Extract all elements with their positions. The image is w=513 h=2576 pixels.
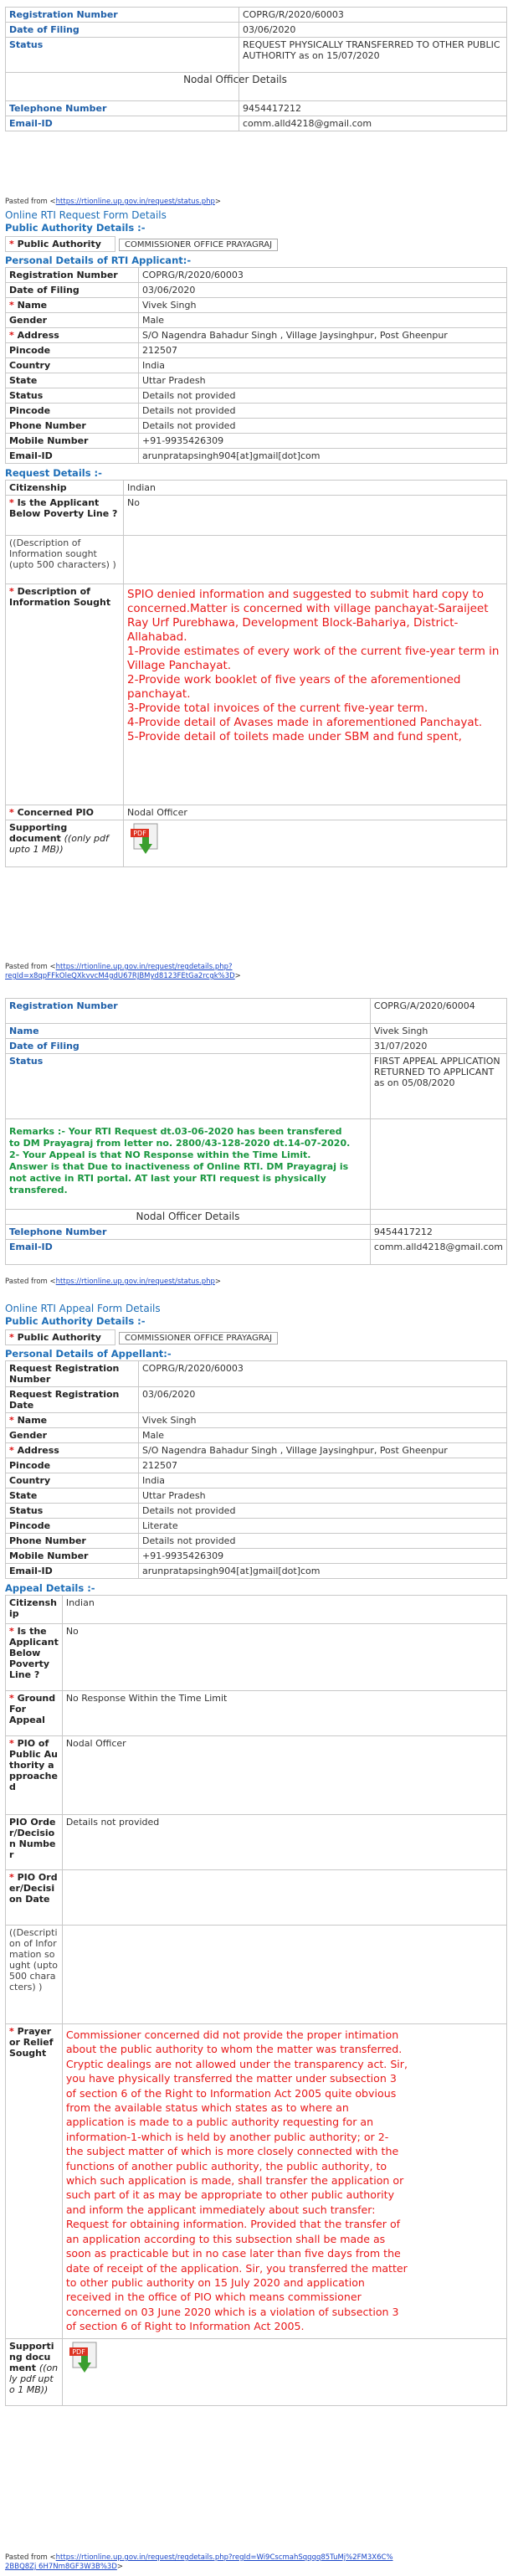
bpl-value: No (62, 1624, 506, 1691)
personal-row (6, 388, 507, 404)
source-link[interactable]: https://rtionline.up.gov.in/request/status.php (55, 1278, 215, 1286)
nodal-officer-heading: Nodal Officer Details (6, 1210, 371, 1225)
source-link-cont[interactable]: regId=x8qpFFkOleQXkvvcM4gdU67RJBMyd8123FEtGa2rcgk%3D (5, 972, 235, 980)
ground-value: No Response Within the Time Limit (62, 1691, 506, 1736)
required-marker: * (9, 330, 18, 341)
order-number-label: PIO Order/Decision Number (6, 1815, 63, 1870)
personal-row (6, 1458, 507, 1473)
field-value: Details not provided (139, 1504, 507, 1519)
field-label: State (9, 1490, 38, 1501)
field-label: Country (9, 1475, 51, 1486)
field-value: India (139, 358, 507, 373)
nodal-officer-heading: Nodal Officer Details (183, 74, 287, 85)
email-label: Email-ID (6, 1240, 371, 1265)
field-value: S/O Nagendra Bahadur Singh , Village Jaysinghpur, Post Gheenpur (139, 328, 507, 343)
order-number-value: Details not provided (62, 1815, 506, 1870)
field-value: Details not provided (139, 1534, 507, 1549)
request-details-heading: Request Details :- (5, 467, 102, 479)
svg-text:PDF: PDF (133, 830, 146, 837)
description-note: ((Description of Information sought (upto 500 characters) ) (6, 536, 124, 584)
field-label: Phone Number (9, 420, 86, 431)
public-authority-heading: Public Authority Details :- (5, 1315, 146, 1327)
citizenship-value: Indian (124, 481, 507, 496)
personal-row (6, 449, 507, 464)
telephone-label: Telephone Number (6, 1225, 371, 1240)
source-link[interactable]: https://rtionline.up.gov.in/request/status.php (55, 198, 215, 206)
pdf-download-icon[interactable] (66, 2341, 103, 2381)
bpl-label: Is the Applicant Below Poverty Line ? (9, 497, 118, 519)
personal-row (6, 1504, 507, 1519)
field-label: State (9, 375, 38, 386)
request-status-table (5, 7, 507, 131)
pasted-from-note: Pasted from <https://rtionline.up.gov.in/request/regdetails.php?regId=Wi9CscmahSqqqq85TuMj%2FM3X6C% 2BBQ8Zj 6H7Nm8GF3W3B%3D> (5, 2553, 393, 2571)
field-label: Request Registration Date (9, 1389, 120, 1411)
field-value: India (139, 1473, 507, 1489)
field-value: Uttar Pradesh (139, 373, 507, 388)
concerned-pio-label: Concerned PIO (17, 807, 94, 818)
field-label: Status (9, 390, 44, 401)
rti-request-form (5, 209, 507, 867)
field-label: Name (17, 300, 48, 311)
bpl-value: No (124, 496, 507, 536)
field-value: 212507 (139, 1458, 507, 1473)
field-value: arunpratapsingh904[at]gmail[dot]com (139, 1564, 507, 1579)
personal-row (6, 1564, 507, 1579)
personal-details-heading: Personal Details of RTI Applicant:- (5, 255, 192, 266)
telephone-value: 9454417212 (239, 101, 507, 116)
concerned-pio-value: Nodal Officer (124, 805, 507, 820)
personal-row (6, 1361, 507, 1387)
source-link[interactable]: https://rtionline.up.gov.in/request/regdetails.php? (55, 963, 233, 971)
order-date-value (62, 1870, 506, 1926)
svg-text:PDF: PDF (72, 2348, 85, 2356)
personal-row (6, 298, 507, 313)
field-label: Address (17, 1445, 59, 1456)
remarks-text: Remarks :- Your RTI Request dt.03-06-2020 has been transfered to DM Prayagraj from letter no. 2800/43-128-2020 dt.14-07-2020. 2- Your Appeal is that NO Response within the Time Limit. Answer is that Due to inactiveness of Online RTI. DM Prayagraj is not active in RTI portal. AT last your RTI request is physically transfered. (6, 1119, 371, 1210)
personal-details-table (5, 267, 507, 464)
field-label: Request Registration Number (9, 1363, 120, 1385)
personal-row (6, 404, 507, 419)
public-authority-heading: Public Authority Details :- (5, 222, 146, 234)
description-note: ((Description of Information sought (upto 500 characters) ) (6, 1926, 63, 2024)
prayer-label: Prayer or Relief Sought (9, 2026, 54, 2059)
field-value: Literate (139, 1519, 507, 1534)
bpl-label: Is the Applicant Below Poverty Line ? (9, 1626, 59, 1680)
supporting-document-label: Supporting document (9, 2341, 54, 2373)
field-value: COPRG/R/2020/60003 (139, 268, 507, 283)
date-of-filing-value: 03/06/2020 (239, 23, 507, 38)
email-value: comm.alld4218@gmail.com (239, 116, 507, 131)
appeal-status-value: FIRST APPEAL APPLICATION RETURNED TO APPLICANT as on 05/08/2020 (370, 1054, 506, 1119)
rti-appeal-form (5, 1303, 507, 2406)
field-value: S/O Nagendra Bahadur Singh , Village Jaysinghpur, Post Gheenpur (139, 1443, 507, 1458)
field-value: 03/06/2020 (139, 283, 507, 298)
personal-row (6, 1428, 507, 1443)
field-value: Details not provided (139, 388, 507, 404)
personal-row (6, 1387, 507, 1413)
row-label: Status (6, 1054, 371, 1119)
appeal-details-heading: Appeal Details :- (5, 1582, 95, 1594)
row-label: Date of Filing (6, 23, 239, 38)
field-label: Pincode (9, 1520, 51, 1531)
field-label: Pincode (9, 345, 51, 356)
personal-row (6, 373, 507, 388)
appeal-status-table (5, 998, 507, 1265)
field-value: Details not provided (139, 404, 507, 419)
source-link[interactable]: https://rtionline.up.gov.in/request/regdetails.php?regId=Wi9CscmahSqqqq85TuMj%2FM3X6C% (55, 2553, 393, 2562)
request-details-table: Citizenship Indian * Is the Applicant Below Poverty Line ? No ((Description of Information sought (upto 500 characters) ) * Description of Information Sought SPIO denied information and suggested to submit hard copy to concerned.Matter is concerned with village panchayat-Saraijeet Ray Urf Purebhawa, Development Block-Bahariya, District-Allahabad. 1-Provide estimates of every work of the current five-year term in Village Panchayat. 2-Provide work booklet of five years of the aforementioned panchayat. 3-Provide total invoices of the current five-year term. 4-Provide detail of Avases made in aforementioned Panchayat. 5-Provide detail of toilets made under SBM and fund spent, * Concerned PIO Nodal Officer Supporting document ((only pdf upto 1 MB)) PDF (5, 480, 507, 867)
personal-row (6, 1549, 507, 1564)
personal-row (6, 283, 507, 298)
row-label: Registration Number (6, 999, 371, 1024)
citizenship-value: Indian (62, 1596, 506, 1624)
personal-row (6, 1473, 507, 1489)
source-link-cont[interactable]: 2BBQ8Zj 6H7Nm8GF3W3B%3D (5, 2563, 117, 2571)
personal-row (6, 434, 507, 449)
required-marker: * (9, 300, 18, 311)
pdf-download-icon[interactable] (127, 822, 164, 862)
field-label: Name (17, 1415, 48, 1426)
row-label: Registration Number (6, 8, 239, 23)
field-value: Male (139, 1428, 507, 1443)
field-label: Email-ID (9, 1566, 53, 1576)
personal-row (6, 1519, 507, 1534)
field-label: Pincode (9, 405, 51, 416)
row-label: Date of Filing (6, 1039, 371, 1054)
ground-label: Ground For Appeal (9, 1693, 56, 1725)
field-label: Country (9, 360, 51, 371)
field-label: Phone Number (9, 1535, 86, 1546)
registration-number-value: COPRG/R/2020/60003 (239, 8, 507, 23)
personal-row (6, 313, 507, 328)
field-value: Uttar Pradesh (139, 1489, 507, 1504)
field-label: Gender (9, 1430, 48, 1441)
personal-row (6, 1413, 507, 1428)
personal-row (6, 268, 507, 283)
description-label: Description of Information Sought (9, 586, 111, 608)
row-label: Telephone Number (6, 101, 239, 116)
prayer-text: Commissioner concerned did not provide the proper intimation about the public authority to whom the matter was transferred. Cryptic dealings are not allowed under the transparency act. Sir, you have physically transferred the matter under subsection 3 of section 6 of the Right to Information Act 2005 quite obvious from the available status which states as to where an application is made to a public authority requesting for an information-1-which is held by another public authority; or 2- the subject matter of which is more closely connected with the functions of another public authority, the public authority, to which such application is made, shall transfer the application or such part of it as may be appropriate to other public authority and inform the applicant immediately about such transfer: Request for obtaining information. Provided that the transfer of an application according to this subsection shall be made as soon as practicable but in no case later than five days from the date of receipt of the application. Sir, you transferred the matter to other public authority on 15 July 2020 and application received in the office of PIO which means commissioner concerned on 03 June 2020 which is a violation of subsection 3 of section 6 of Right to Information Act 2005. (62, 2024, 506, 2339)
citizenship-label: Citizenship (6, 1596, 63, 1624)
public-authority-value: COMMISSIONER OFFICE PRAYAGRAJ (119, 239, 278, 251)
pasted-from-note: Pasted from <https://rtionline.up.gov.in/request/status.php> (5, 1278, 222, 1286)
field-label: Mobile Number (9, 1550, 89, 1561)
field-value: COPRG/R/2020/60003 (139, 1361, 507, 1387)
personal-row (6, 1534, 507, 1549)
personal-row (6, 328, 507, 343)
personal-row (6, 1443, 507, 1458)
email-value: comm.alld4218@gmail.com (370, 1240, 506, 1265)
appeal-details-table: Citizenship Indian * Is the Applicant Below Poverty Line ? No * Ground For Appeal No Response Within the Time Limit * PIO of Public Authority approached Nodal Officer PIO Order/Decision Number Details not provided * PIO Order/Decision Date ((Description of Information sought (upto 500 characters) ) * Prayer or Relief Sought Commissioner concerned did not provide the proper intimation about the public authority to whom the matter was transferred. Cryptic dealings are not allowed under the transparency act. Sir, you have physically transferred the matter under subsection 3 of section 6 of the Right to Information Act 2005 quite obvious from the available status which states as to where an application is made to a public authority requesting for an information-1-which is held by another public authority; or 2- the subject matter of which is more closely connected with the functions of another public authority, the public authority, to which such application is made, shall transfer the application or such part of it as may be appropriate to other public authority and inform the applicant immediately about such transfer: Request for obtaining information. Provided that the transfer of an application according to this subsection shall be made as soon as practicable but in no case later than five days from the date of receipt of the application. Sir, you transferred the matter to other public authority on 15 July 2020 and application received in the office of PIO which means commissioner concerned on 03 June 2020 which is a violation of subsection 3 of section 6 of Right to Information Act 2005. Supporting document ((only pdf upto 1 MB)) PDF (5, 1595, 507, 2406)
order-date-label: PIO Order/Decision Date (9, 1872, 58, 1905)
pio-approached-value: Nodal Officer (62, 1736, 506, 1815)
field-value: +91-9935426309 (139, 1549, 507, 1564)
field-label: Pincode (9, 1460, 51, 1471)
field-label: Gender (9, 315, 48, 326)
field-label: Mobile Number (9, 435, 89, 446)
field-label: Email-ID (9, 450, 53, 461)
public-authority-value: COMMISSIONER OFFICE PRAYAGRAJ (119, 1332, 278, 1345)
row-label: Email-ID (6, 116, 239, 131)
appeal-registration-value: COPRG/A/2020/60004 (370, 999, 506, 1024)
required-marker: * (9, 1445, 18, 1456)
pasted-from-note: Pasted from <https://rtionline.up.gov.in/request/status.php> (5, 198, 222, 206)
field-value: Vivek Singh (139, 298, 507, 313)
row-label: Name (6, 1024, 371, 1039)
public-authority-row: * Public Authority COMMISSIONER OFFICE PRAYAGRAJ (5, 1329, 507, 1345)
field-value: 212507 (139, 343, 507, 358)
required-marker: * (9, 1415, 18, 1426)
citizenship-label: Citizenship (6, 481, 124, 496)
public-authority-row: * Public Authority COMMISSIONER OFFICE PRAYAGRAJ (5, 236, 507, 251)
field-value: 03/06/2020 (139, 1387, 507, 1413)
field-label: Date of Filing (9, 285, 80, 296)
personal-details-heading: Personal Details of Appellant:- (5, 1348, 172, 1360)
form-title: Online RTI Appeal Form Details (5, 1303, 161, 1314)
field-value: Vivek Singh (139, 1413, 507, 1428)
description-text: SPIO denied information and suggested to submit hard copy to concerned.Matter is concerned with village panchayat-Saraijeet Ray Urf Purebhawa, Development Block-Bahariya, District-Allahabad. 1-Provide estimates of every work of the current five-year term in Village Panchayat. 2-Provide work booklet of five years of the aforementioned panchayat. 3-Provide total invoices of the current five-year term. 4-Provide detail of Avases made in aforementioned Panchayat. 5-Provide detail of toilets made under SBM and fund spent, (124, 584, 507, 805)
field-label: Status (9, 1505, 44, 1516)
name-value: Vivek Singh (370, 1024, 506, 1039)
field-value: arunpratapsingh904[at]gmail[dot]com (139, 449, 507, 464)
pio-approached-label: PIO of Public Authority approached (9, 1738, 59, 1792)
field-value: Details not provided (139, 419, 507, 434)
personal-row (6, 1489, 507, 1504)
field-value: +91-9935426309 (139, 434, 507, 449)
appellant-details-table (5, 1360, 507, 1579)
personal-row (6, 419, 507, 434)
date-of-filing-value: 31/07/2020 (370, 1039, 506, 1054)
supporting-document-label: Supporting document (9, 822, 68, 844)
row-label: Status (6, 38, 239, 73)
pasted-from-note: Pasted from <https://rtionline.up.gov.in/request/regdetails.php? regId=x8qpFFkOleQXkvvcM4gdU67RJBMyd8123FEtGa2rcgk%3D> (5, 963, 241, 980)
field-label: Address (17, 330, 59, 341)
field-label: Registration Number (9, 270, 118, 280)
field-value: Male (139, 313, 507, 328)
form-title: Online RTI Request Form Details (5, 209, 167, 221)
personal-row (6, 358, 507, 373)
telephone-value: 9454417212 (370, 1225, 506, 1240)
status-value: REQUEST PHYSICALLY TRANSFERRED TO OTHER PUBLIC AUTHORITY as on 15/07/2020 (239, 38, 507, 73)
personal-row (6, 343, 507, 358)
